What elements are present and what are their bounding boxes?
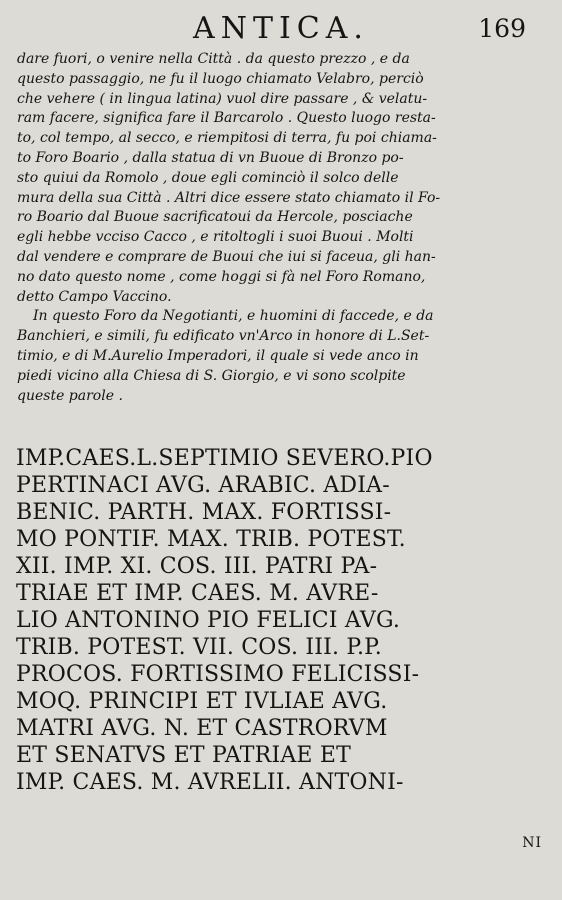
- body-line: dare fuori, o venire nella Città . da questo prezzo , e da: [17, 51, 410, 67]
- body-line: Banchieri, e simili, fu edificato vn'Arco in honore di L.Set-: [17, 328, 430, 345]
- body-line: mura della sua Città . Altri dice essere stato chiamato il Fo-: [17, 189, 441, 206]
- body-line: ram facere, significa fare il Barcarolo . Questo luogo resta-: [17, 110, 436, 127]
- inscription-line: XII. IMP. XI. COS. III. PATRI PA-: [16, 554, 378, 579]
- body-line: che vehere ( in lingua latina) vuol dire passare , & velatu-: [17, 90, 428, 107]
- inscription-line: MOQ. PRINCIPI ET IVLIAE AVG.: [16, 689, 388, 714]
- body-line: to Foro Boario , dalla statua di vn Buoue di Bronzo po-: [17, 149, 404, 166]
- body-line: questo passaggio, ne fu il luogo chiamato Velabro, perciò: [17, 70, 424, 87]
- body-line: ro Boario dal Buoue sacrificatoui da Hercole, posciache: [17, 209, 413, 226]
- body-line-indented: In questo Foro da Negotianti, e huomini di faccede, e da: [33, 308, 434, 325]
- page-number: 169: [478, 14, 526, 43]
- inscription-line: IMP.CAES.L.SEPTIMIO SEVERO.PIO: [16, 446, 433, 471]
- inscription-line: MATRI AVG. N. ET CASTRORVM: [16, 716, 388, 741]
- inscription-line: MO PONTIF. MAX. TRIB. POTEST.: [16, 527, 406, 552]
- inscription-line: TRIB. POTEST. VII. COS. III. P.P.: [16, 635, 382, 660]
- body-line: dal vendere e comprare de Buoui che iui si faceua, gli han-: [17, 248, 436, 265]
- inscription-line: PROCOS. FORTISSIMO FELICISSI-: [16, 662, 420, 687]
- body-line: to, col tempo, al secco, e riempitosi di terra, fu poi chiama-: [17, 130, 437, 147]
- inscription-line: ET SENATVS ET PATRIAE ET: [16, 743, 352, 768]
- body-line: sto quiui da Romolo , doue egli cominciò il solco delle: [17, 169, 399, 186]
- body-line: piedi vicino alla Chiesa di S. Giorgio, e vi sono scolpite: [17, 367, 406, 384]
- body-line: queste parole .: [17, 387, 123, 404]
- catchword: NI: [522, 835, 542, 851]
- inscription-line: LIO ANTONINO PIO FELICI AVG.: [16, 608, 401, 633]
- inscription: [16, 445, 548, 796]
- body-line: detto Campo Vaccino.: [17, 288, 172, 305]
- page-header: [0, 8, 562, 48]
- inscription-line: IMP. CAES. M. AVRELII. ANTONI-: [16, 770, 404, 795]
- body-line: egli hebbe vcciso Cacco , e ritoltogli i suoi Buoui . Molti: [17, 229, 414, 246]
- body-line: no dato questo nome , come hoggi si fà nel Foro Romano,: [17, 268, 426, 285]
- inscription-line: BENIC. PARTH. MAX. FORTISSI-: [16, 500, 392, 525]
- body-line: timio, e di M.Aurelio Imperadori, il quale si vede anco in: [17, 347, 419, 364]
- body-text: [17, 50, 547, 406]
- running-head: ANTICA.: [193, 11, 369, 46]
- inscription-line: TRIAE ET IMP. CAES. M. AVRE-: [16, 581, 379, 606]
- inscription-line: PERTINACI AVG. ARABIC. ADIA-: [16, 473, 390, 498]
